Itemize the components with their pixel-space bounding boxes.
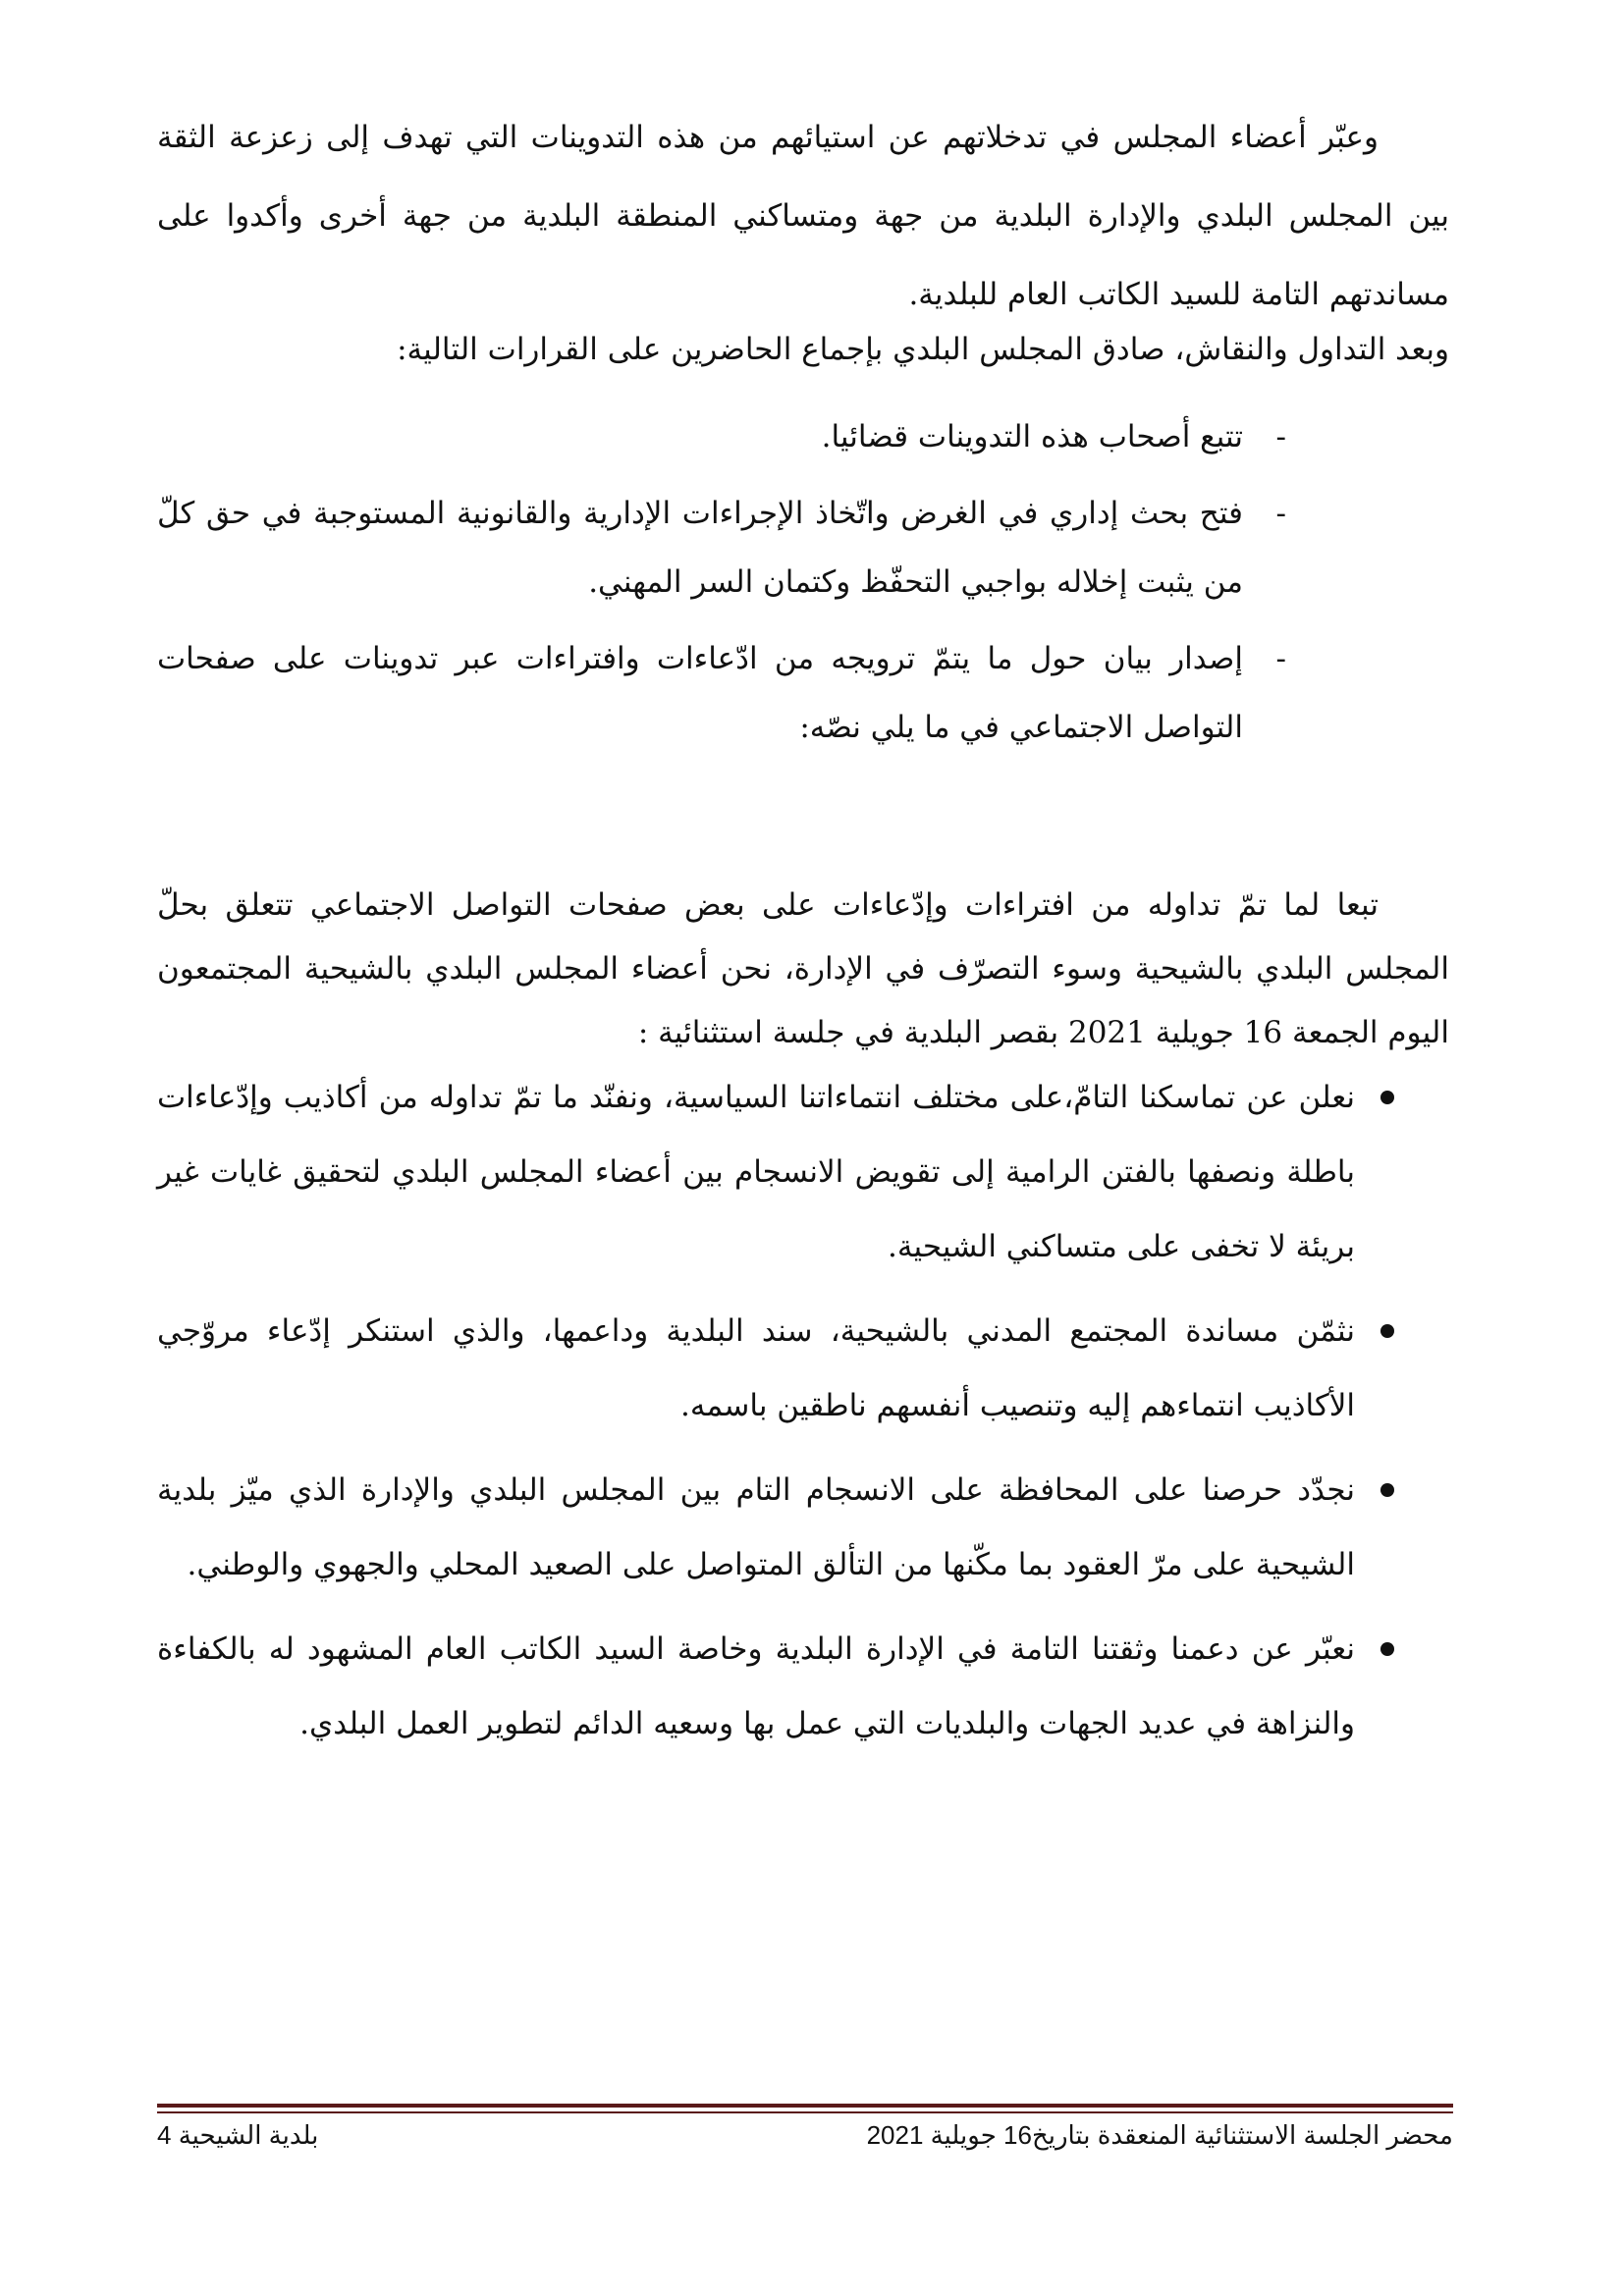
statement-point (157, 1612, 1394, 1761)
dash-marker: - (1275, 496, 1286, 531)
statement-points-list (157, 1060, 1394, 1771)
decision-item (157, 624, 1286, 762)
paragraph-deliberation: وبعد التداول والنقاش، صادق المجلس البلدي بإجماع الحاضرين على القرارات التالية: (397, 332, 1449, 367)
statement-point (157, 1060, 1394, 1284)
paragraph-text: وعبّر أعضاء المجلس في تدخلاتهم عن استيائهم من هذه التدوينات التي تهدف إلى زعزعة الثقة بين المجلس البلدي والإدارة البلدية من جهة ومتساكني المنطقة البلدية من جهة أخرى وأكدوا على مساندتهم التامة للسيد الكاتب العام للبلدية. (157, 120, 1449, 312)
footer-divider-thin (157, 2111, 1453, 2113)
footer-page-number: بلدية الشيحية 4 (157, 2120, 319, 2150)
statement-intro (157, 874, 1449, 1065)
statement-point-text: نعبّر عن دعمنا وثقتنا التامة في الإدارة البلدية وخاصة السيد الكاتب العام المشهود له بالكفاءة والنزاهة في عديد الجهات والبلديات التي عمل بها وسعيه الدائم لتطوير العمل البلدي. (157, 1631, 1355, 1741)
footer-divider (157, 2104, 1453, 2108)
dash-marker: - (1275, 419, 1286, 454)
decision-text: إصدار بيان حول ما يتمّ ترويجه من ادّعاءات وافتراءات عبر تدوينات على صفحات التواصل الاجتماعي في ما يلي نصّه: (157, 641, 1243, 745)
statement-point-text: نجدّد حرصنا على المحافظة على الانسجام التام بين المجلس البلدي والإدارة الذي ميّز بلدية الشيحية على مرّ العقود بما مكّنها من التألق المتواصل على الصعيد المحلي والجهوي والوطني. (157, 1472, 1355, 1582)
statement-point-text: نعلن عن تماسكنا التامّ،على مختلف انتماءاتنا السياسية، ونفنّد ما تمّ تداوله من أكاذيب وإدّعاءات باطلة ونصفها بالفتن الرامية إلى تقويض الانسجام بين أعضاء المجلس البلدي لتحقيق غايات غير بريئة لا تخفى على متساكني الشيحية. (157, 1080, 1355, 1264)
statement-intro-text: تبعا لما تمّ تداوله من افتراءات وإدّعاءات على بعض صفحات التواصل الاجتماعي تتعلق بحلّ المجلس البلدي بالشيحية وسوء التصرّف في الإدارة، نحن أعضاء المجلس البلدي بالشيحية المجتمعون اليوم الجمعة 16 جويلية 2021 بقصر البلدية في جلسة استثنائية : (157, 887, 1449, 1050)
bullet-icon (1380, 1091, 1394, 1104)
footer-title: محضر الجلسة الاستثنائية المنعقدة بتاريخ16 جويلية 2021 (866, 2120, 1453, 2150)
dash-marker: - (1275, 641, 1286, 676)
decision-item (157, 479, 1286, 616)
bullet-icon (1380, 1642, 1394, 1656)
statement-point-text: نثمّن مساندة المجتمع المدني بالشيحية، سند البلدية وداعمها، والذي استنكر إدّعاء مروّجي الأكاذيب انتماءهم إليه وتنصيب أنفسهم ناطقين باسمه. (157, 1313, 1355, 1423)
decision-text: تتبع أصحاب هذه التدوينات قضائيا. (821, 419, 1243, 454)
decisions-list (157, 402, 1286, 770)
bullet-icon (1380, 1483, 1394, 1497)
decision-text: فتح بحث إداري في الغرض واتّخاذ الإجراءات الإدارية والقانونية المستوجبة في حق كلّ من يثبت إخلاله بواجبي التحفّظ وكتمان السر المهني. (157, 496, 1243, 600)
decision-item (157, 402, 1286, 471)
paragraph-council-reaction (157, 98, 1449, 334)
statement-point (157, 1453, 1394, 1602)
bullet-icon (1380, 1324, 1394, 1338)
page-footer (157, 2120, 1453, 2160)
statement-point (157, 1294, 1394, 1443)
